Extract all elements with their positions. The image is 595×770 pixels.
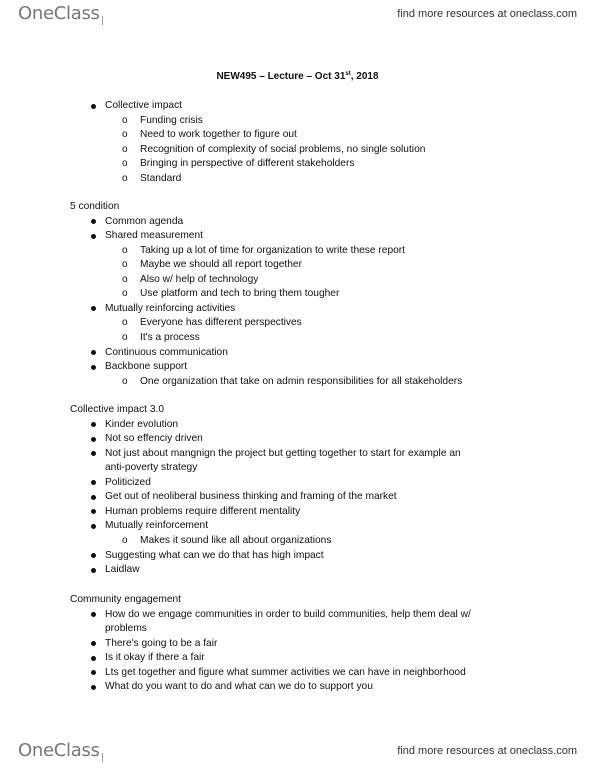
sub-list-item: Recognition of complexity of social problems, no single solution — [140, 143, 426, 155]
bullet-icon — [91, 568, 96, 573]
list-item: Mutually reinforcing activities — [105, 302, 236, 314]
document-title — [0, 71, 595, 82]
page-footer — [0, 736, 595, 770]
list-item-continuation: anti-poverty strategy — [105, 462, 198, 474]
sub-list-item: Standard — [140, 172, 182, 184]
sub-list-item: Bringing in perspective of different stakeholders — [140, 158, 355, 170]
list-item: Continuous communication — [105, 346, 228, 358]
sub-list-item: Everyone has different perspectives — [140, 317, 302, 329]
list-item: Kinder evolution — [105, 418, 179, 430]
sub-bullet-icon: o — [122, 375, 128, 387]
list-item: Collective impact — [105, 100, 182, 111]
list-item: Shared measurement — [105, 230, 203, 242]
list-item: How do we engage communities in order to build communities, help them deal w/ — [105, 608, 471, 620]
bullet-icon — [91, 495, 96, 500]
list-item: Not just about mangnign the project but getting together to start for example an — [105, 447, 461, 459]
sub-list-item: It's a process — [140, 331, 200, 343]
sub-bullet-icon: o — [122, 534, 128, 546]
list-item: Laidlaw — [105, 564, 140, 576]
sub-bullet-icon: o — [122, 273, 128, 285]
footer-tagline[interactable]: find more resources at oneclass.com — [397, 745, 577, 757]
section-heading: Community engagement — [70, 594, 181, 605]
logo-mark-icon — [102, 16, 106, 25]
bullet-icon — [91, 234, 96, 239]
bullet-icon — [91, 350, 96, 355]
list-item: Suggesting what can we do that has high impact — [105, 549, 324, 561]
logo-text: OneClass — [18, 3, 100, 24]
sub-bullet-icon: o — [122, 244, 128, 256]
bullet-icon — [91, 509, 96, 514]
section-heading: 5 condition — [70, 201, 120, 212]
list-item: Mutually reinforcement — [105, 520, 209, 532]
list-item: What do you want to do and what can we do to support you — [105, 681, 373, 693]
sub-list-item: Taking up a lot of time for organization to write these report — [140, 244, 406, 256]
section-heading: Collective impact 3.0 — [70, 404, 164, 415]
list-item: Is it okay if there a fair — [105, 652, 205, 664]
list-item: Human problems require different mentality — [105, 505, 301, 517]
list-item: Politicized — [105, 476, 151, 488]
bullet-icon — [91, 524, 96, 529]
sub-bullet-icon: o — [122, 172, 128, 184]
logo-mark-icon — [102, 753, 106, 762]
sub-list-item: Makes it sound like all about organizations — [140, 534, 332, 546]
oneclass-logo — [18, 740, 106, 762]
sub-list-item: Use platform and tech to bring them tougher — [140, 288, 340, 300]
title-text: NEW495 – Lecture – Oct 31 — [216, 71, 346, 82]
bullet-icon — [91, 451, 96, 456]
sub-bullet-icon: o — [122, 129, 128, 141]
bullet-icon — [91, 437, 96, 442]
list-item: Get out of neoliberal business thinking and framing of the market — [105, 491, 397, 503]
list-item-continuation: problems — [105, 623, 147, 635]
sub-list-item: One organization that take on admin responsibilities for all stakeholders — [140, 375, 463, 387]
title-year: , 2018 — [350, 71, 379, 82]
list-item: Common agenda — [105, 215, 184, 227]
logo-text: OneClass — [18, 740, 100, 761]
bullet-icon — [91, 641, 96, 646]
list-item: Backbone support — [105, 361, 188, 373]
sub-list-item: Also w/ help of technology — [140, 273, 259, 285]
header-tagline[interactable]: find more resources at oneclass.com — [397, 8, 577, 20]
bullet-icon — [91, 612, 96, 617]
title-superscript: st — [345, 71, 351, 77]
list-item: Not so effenciy driven — [105, 433, 203, 445]
bullet-icon — [91, 480, 96, 485]
bullet-icon — [91, 670, 96, 675]
bullet-icon — [91, 422, 96, 427]
sub-list-item: Maybe we should all report together — [140, 259, 302, 271]
sub-list-item: Funding crisis — [140, 114, 203, 126]
bullet-icon — [91, 656, 96, 661]
bullet-icon — [91, 104, 96, 109]
sub-list-item: Need to work together to figure out — [140, 129, 297, 141]
sub-bullet-icon: o — [122, 331, 128, 343]
bullet-icon — [91, 365, 96, 370]
bullet-icon — [91, 219, 96, 224]
bullet-icon — [91, 553, 96, 558]
oneclass-logo — [18, 3, 106, 25]
page-header — [0, 0, 595, 28]
list-item: Lts get together and figure what summer activities we can have in neighborhood — [105, 666, 466, 678]
list-item: There's going to be a fair — [105, 637, 218, 649]
sub-bullet-icon: o — [122, 288, 128, 300]
sub-bullet-icon: o — [122, 259, 128, 271]
bullet-icon — [91, 685, 96, 690]
sub-bullet-icon: o — [122, 143, 128, 155]
sub-bullet-icon: o — [122, 158, 128, 170]
sub-bullet-icon: o — [122, 114, 128, 126]
sub-bullet-icon: o — [122, 317, 128, 329]
bullet-icon — [91, 306, 96, 311]
